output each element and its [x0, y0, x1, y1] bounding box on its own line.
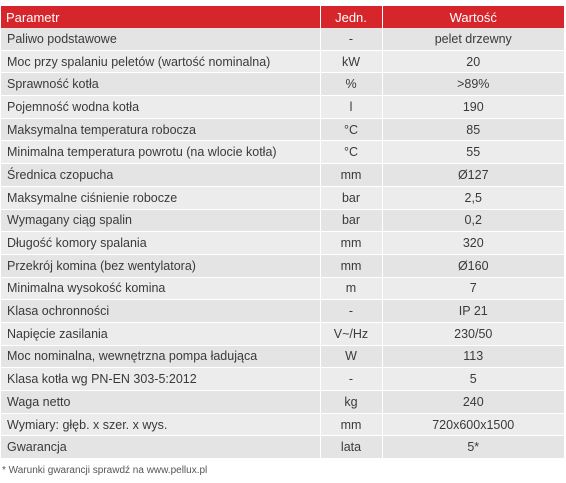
table-row: [1, 345, 564, 368]
table-row: [1, 368, 564, 391]
unit-cell: mm: [320, 413, 382, 436]
value-cell: 720x600x1500: [382, 413, 564, 436]
unit-cell: -: [320, 300, 382, 323]
parameter-cell: Pojemność wodna kotła: [1, 96, 320, 119]
table-row: [1, 254, 564, 277]
unit-cell: %: [320, 73, 382, 96]
table-row: [1, 164, 564, 187]
unit-cell: mm: [320, 254, 382, 277]
value-cell: 240: [382, 391, 564, 414]
unit-cell: mm: [320, 232, 382, 255]
parameter-cell: Długość komory spalania: [1, 232, 320, 255]
value-cell: 7: [382, 277, 564, 300]
parameter-cell: Gwarancja: [1, 436, 320, 459]
table-row: [1, 186, 564, 209]
parameter-cell: Przekrój komina (bez wentylatora): [1, 254, 320, 277]
parameter-cell: Wymiary: głęb. x szer. x wys.: [1, 413, 320, 436]
warranty-footnote: * Warunki gwarancji sprawdź na www.pellux.pl: [2, 465, 208, 476]
value-cell: Ø160: [382, 254, 564, 277]
value-cell: 113: [382, 345, 564, 368]
table-row: [1, 50, 564, 73]
parameter-cell: Średnica czopucha: [1, 164, 320, 187]
unit-cell: m: [320, 277, 382, 300]
table-row: [1, 300, 564, 323]
value-cell: 5: [382, 368, 564, 391]
table-header-row: [1, 6, 564, 28]
specification-table: [1, 6, 564, 459]
table-row: [1, 436, 564, 459]
parameter-cell: Minimalna wysokość komina: [1, 277, 320, 300]
table-row: [1, 96, 564, 119]
unit-cell: kW: [320, 50, 382, 73]
parameter-cell: Klasa kotła wg PN-EN 303-5:2012: [1, 368, 320, 391]
parameter-cell: Napięcie zasilania: [1, 322, 320, 345]
parameter-cell: Paliwo podstawowe: [1, 28, 320, 50]
header-unit: Jedn.: [320, 6, 382, 28]
value-cell: 2,5: [382, 186, 564, 209]
unit-cell: -: [320, 28, 382, 50]
value-cell: 5*: [382, 436, 564, 459]
unit-cell: V~/Hz: [320, 322, 382, 345]
table-row: [1, 118, 564, 141]
unit-cell: kg: [320, 391, 382, 414]
table-row: [1, 232, 564, 255]
table-row: [1, 277, 564, 300]
value-cell: IP 21: [382, 300, 564, 323]
value-cell: 20: [382, 50, 564, 73]
unit-cell: mm: [320, 164, 382, 187]
table-row: [1, 209, 564, 232]
unit-cell: -: [320, 368, 382, 391]
parameter-cell: Moc przy spalaniu peletów (wartość nominalna): [1, 50, 320, 73]
unit-cell: °C: [320, 118, 382, 141]
value-cell: Ø127: [382, 164, 564, 187]
table-body: [1, 28, 564, 459]
unit-cell: °C: [320, 141, 382, 164]
value-cell: 190: [382, 96, 564, 119]
value-cell: pelet drzewny: [382, 28, 564, 50]
parameter-cell: Maksymalne ciśnienie robocze: [1, 186, 320, 209]
parameter-cell: Minimalna temperatura powrotu (na wlocie kotła): [1, 141, 320, 164]
value-cell: 85: [382, 118, 564, 141]
unit-cell: bar: [320, 186, 382, 209]
parameter-cell: Wymagany ciąg spalin: [1, 209, 320, 232]
table-row: [1, 141, 564, 164]
table-row: [1, 73, 564, 96]
value-cell: 55: [382, 141, 564, 164]
value-cell: 0,2: [382, 209, 564, 232]
header-parameter: Parametr: [1, 6, 320, 28]
value-cell: 230/50: [382, 322, 564, 345]
unit-cell: lata: [320, 436, 382, 459]
unit-cell: W: [320, 345, 382, 368]
unit-cell: bar: [320, 209, 382, 232]
table-row: [1, 322, 564, 345]
parameter-cell: Klasa ochronności: [1, 300, 320, 323]
value-cell: 320: [382, 232, 564, 255]
unit-cell: l: [320, 96, 382, 119]
table-row: [1, 391, 564, 414]
table-row: [1, 28, 564, 50]
table-row: [1, 413, 564, 436]
parameter-cell: Sprawność kotła: [1, 73, 320, 96]
header-value: Wartość: [382, 6, 564, 28]
parameter-cell: Moc nominalna, wewnętrzna pompa ładująca: [1, 345, 320, 368]
value-cell: >89%: [382, 73, 564, 96]
parameter-cell: Maksymalna temperatura robocza: [1, 118, 320, 141]
parameter-cell: Waga netto: [1, 391, 320, 414]
